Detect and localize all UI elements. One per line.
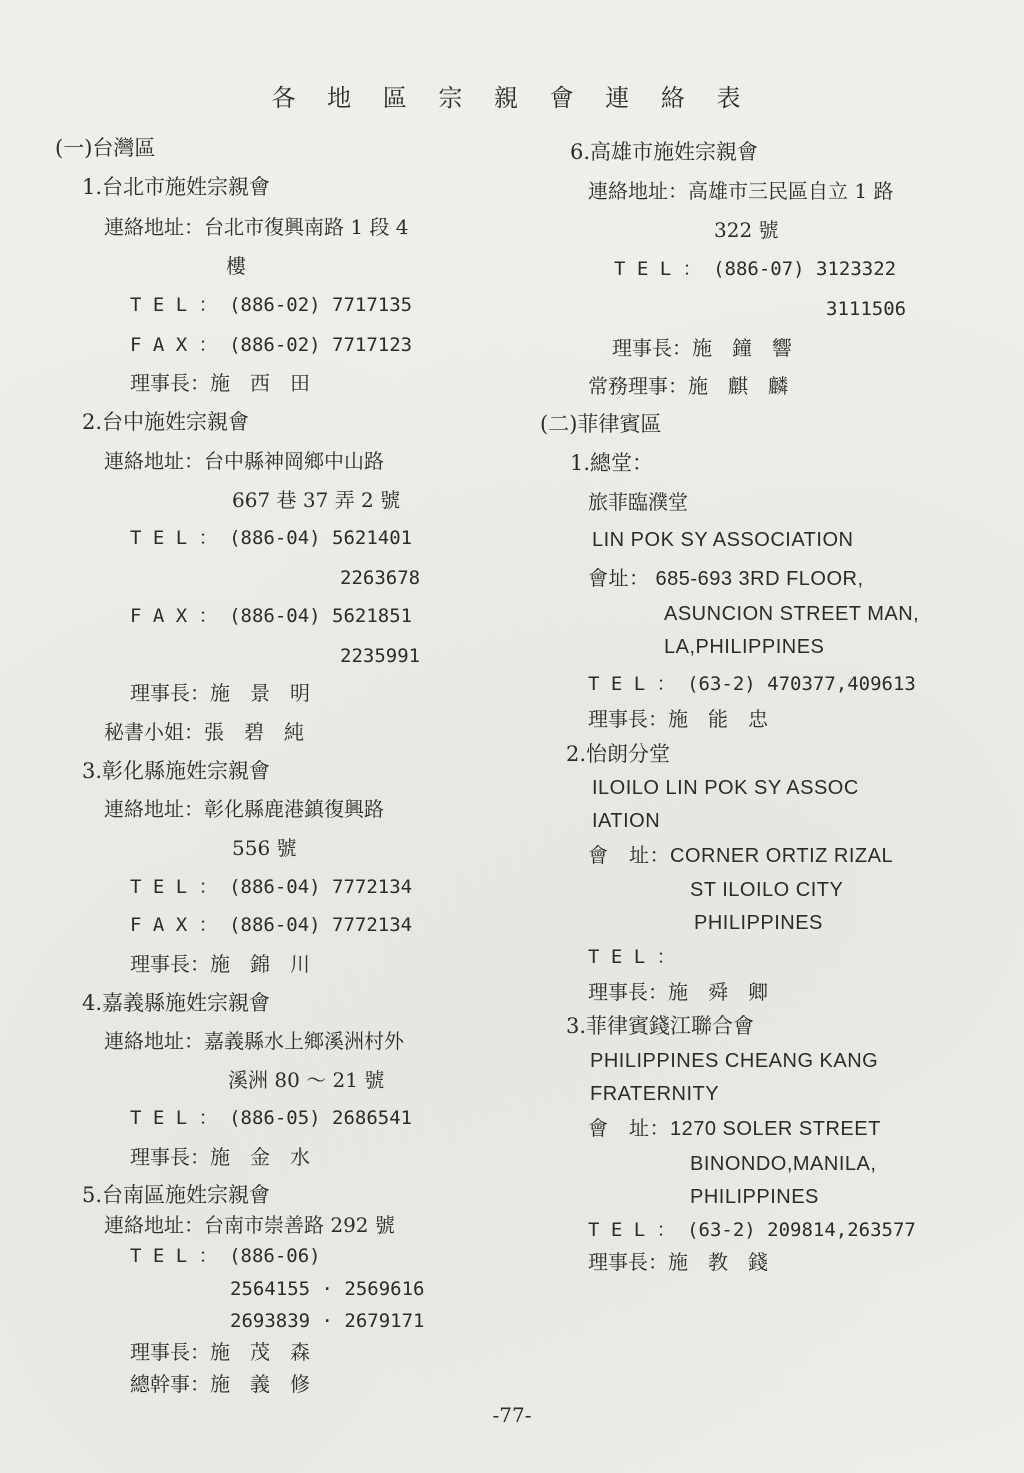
- entry-5-general-manager: 總幹事：施 義 修: [130, 1372, 310, 1396]
- entry-6-chair: 理事長：施 鐘 響: [612, 336, 792, 360]
- entry-2-fax: F A X ： (886-04) 5621851: [130, 605, 413, 627]
- ph-2-english-name: ILOILO LIN POK SY ASSOC: [592, 777, 859, 799]
- entry-3-tel: T E L ： (886-04) 7772134: [130, 876, 413, 898]
- section-philippines: (二)菲律賓區: [540, 412, 662, 436]
- page-number: -77-: [492, 1403, 532, 1427]
- ph-1-chinese-name: 旅菲臨濮堂: [588, 490, 688, 514]
- ph-3-address: 會 址：1270 SOLER STREET: [588, 1118, 881, 1140]
- entry-3-address: 連絡地址：彰化縣鹿港鎮復興路: [104, 797, 384, 821]
- entry-3-name: 3.彰化縣施姓宗親會: [82, 759, 271, 783]
- entry-2-name: 2.台中施姓宗親會: [82, 410, 250, 434]
- ph-1-address: 會址： 685-693 3RD FLOOR,: [588, 568, 864, 590]
- entry-1-tel: T E L ： (886-02) 7717135: [130, 294, 413, 316]
- entry-2-tel: T E L ： (886-04) 5621401: [130, 527, 413, 549]
- entry-3-fax: F A X ： (886-04) 7772134: [130, 914, 413, 936]
- entry-2-address-cont: 667 巷 37 弄 2 號: [232, 488, 401, 512]
- ph-1-chair: 理事長：施 能 忠: [588, 707, 768, 731]
- entry-2-tel-2: 2263678: [340, 567, 421, 589]
- entry-3-chair: 理事長：施 錦 川: [130, 952, 310, 976]
- ph-1-address-2: ASUNCION STREET MAN,: [664, 603, 920, 625]
- entry-4-address: 連絡地址：嘉義縣水上鄉溪洲村外: [104, 1029, 404, 1053]
- entry-6-director: 常務理事：施 麒 麟: [588, 374, 788, 398]
- ph-3-name: 3.菲律賓錢江聯合會: [566, 1014, 755, 1038]
- ph-1-tel: T E L ： (63-2) 470377,409613: [588, 673, 916, 695]
- ph-3-english-name-2: FRATERNITY: [590, 1083, 720, 1105]
- entry-6-address-cont: 322 號: [714, 218, 779, 242]
- entry-2-address: 連絡地址：台中縣神岡鄉中山路: [104, 449, 384, 473]
- ph-2-address-2: ST ILOILO CITY: [690, 879, 844, 901]
- entry-1-address: 連絡地址：台北市復興南路 1 段 4: [104, 215, 409, 239]
- entry-4-address-cont: 溪洲 80 ～ 21 號: [228, 1068, 385, 1092]
- entry-6-name: 6.高雄市施姓宗親會: [570, 140, 759, 164]
- ph-3-english-name: PHILIPPINES CHEANG KANG: [590, 1050, 879, 1072]
- entry-4-name: 4.嘉義縣施姓宗親會: [82, 991, 271, 1015]
- entry-2-chair: 理事長：施 景 明: [130, 681, 310, 705]
- entry-5-chair: 理事長：施 茂 森: [130, 1340, 310, 1364]
- entry-4-chair: 理事長：施 金 水: [130, 1145, 310, 1169]
- entry-5-tel: T E L ： (886-06): [130, 1245, 321, 1267]
- entry-5-name: 5.台南區施姓宗親會: [82, 1183, 271, 1207]
- entry-1-chair: 理事長：施 西 田: [130, 371, 310, 395]
- section-taiwan: (一)台灣區: [55, 136, 156, 160]
- page-title: 各 地 區 宗 親 會 連 絡 表: [271, 84, 753, 112]
- entry-5-tel-2: 2564155 · 2569616: [230, 1278, 425, 1300]
- entry-2-secretary: 秘書小姐：張 碧 純: [104, 720, 304, 744]
- ph-3-chair: 理事長：施 教 錢: [588, 1250, 768, 1274]
- entry-1-name: 1.台北市施姓宗親會: [82, 175, 271, 199]
- entry-5-tel-3: 2693839 · 2679171: [230, 1310, 425, 1332]
- ph-2-english-name-2: IATION: [592, 810, 661, 832]
- ph-2-tel: T E L ：: [588, 946, 676, 968]
- entry-2-fax-2: 2235991: [340, 645, 421, 667]
- entry-4-tel: T E L ： (886-05) 2686541: [130, 1107, 413, 1129]
- ph-2-address: 會 址：CORNER ORTIZ RIZAL: [588, 845, 894, 867]
- ph-1-address-3: LA,PHILIPPINES: [664, 636, 825, 658]
- entry-3-address-cont: 556 號: [232, 836, 297, 860]
- ph-3-address-2: BINONDO,MANILA,: [690, 1153, 877, 1175]
- ph-1-english-name: LIN POK SY ASSOCIATION: [592, 529, 854, 551]
- ph-3-tel: T E L ： (63-2) 209814,263577: [588, 1219, 916, 1241]
- entry-1-address-cont: 樓: [226, 254, 246, 278]
- entry-1-fax: F A X ： (886-02) 7717123: [130, 334, 413, 356]
- entry-6-tel-2: 3111506: [826, 298, 907, 320]
- entry-5-address: 連絡地址：台南市崇善路 292 號: [104, 1213, 395, 1237]
- ph-3-address-3: PHILIPPINES: [690, 1186, 819, 1208]
- ph-2-chair: 理事長：施 舜 卿: [588, 980, 768, 1004]
- ph-2-name: 2.怡朗分堂: [566, 742, 671, 766]
- entry-6-tel: T E L ： (886-07) 3123322: [614, 258, 897, 280]
- ph-2-address-3: PHILIPPINES: [694, 912, 823, 934]
- entry-6-address: 連絡地址：高雄市三民區自立 1 路: [588, 179, 894, 203]
- ph-1-name: 1.總堂：: [570, 451, 654, 475]
